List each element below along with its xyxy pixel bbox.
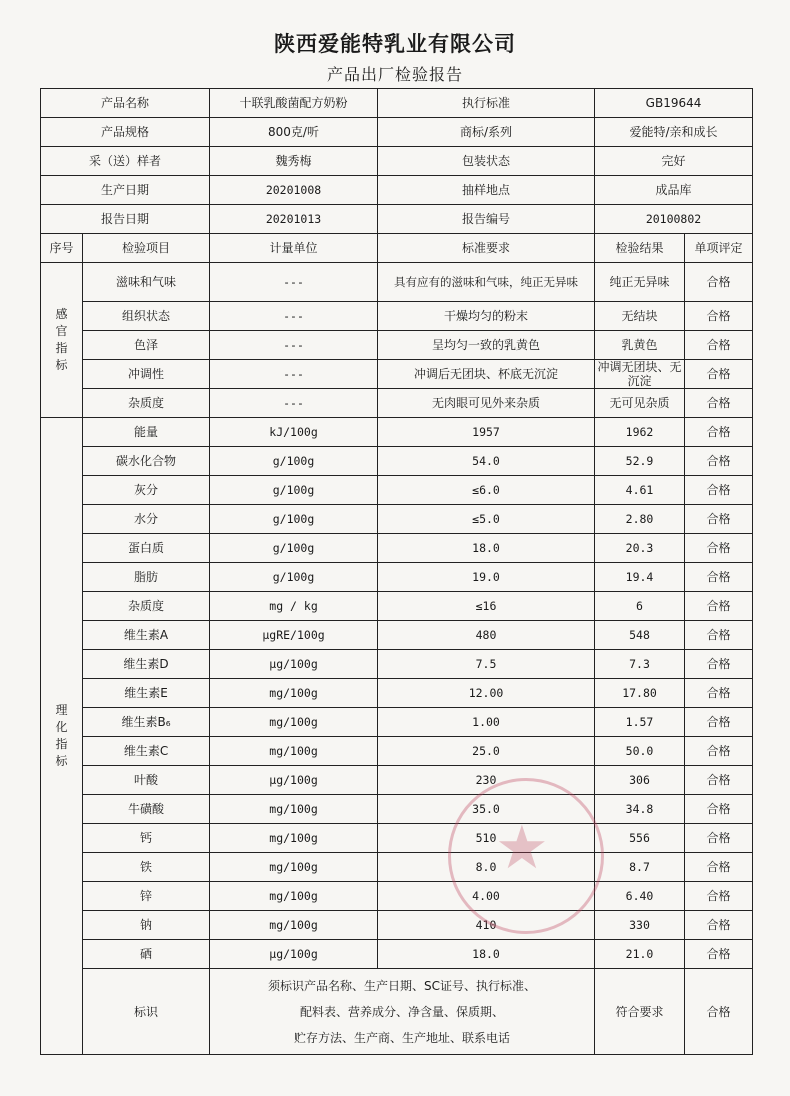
result-cell: 纯正无异味 — [595, 263, 685, 302]
judgement-cell: 合格 — [685, 766, 753, 795]
judgement-cell: 合格 — [685, 476, 753, 505]
result-cell: 21.0 — [595, 940, 685, 969]
unit-cell: μgRE/100g — [210, 621, 378, 650]
item-cell: 维生素E — [83, 679, 210, 708]
info-value: 爱能特/亲和成长 — [595, 118, 753, 147]
unit-cell: kJ/100g — [210, 418, 378, 447]
col-header-req: 标准要求 — [378, 234, 595, 263]
result-cell: 2.80 — [595, 505, 685, 534]
requirement-cell: 35.0 — [378, 795, 595, 824]
result-cell: 52.9 — [595, 447, 685, 476]
physchem-group-label-char: 理 — [55, 703, 68, 717]
result-cell: 冲调无团块、无沉淀 — [595, 360, 685, 389]
info-value: 十联乳酸菌配方奶粉 — [210, 89, 378, 118]
item-cell: 锌 — [83, 882, 210, 911]
physchem-group-label — [41, 418, 83, 1055]
result-cell: 306 — [595, 766, 685, 795]
result-cell: 1.57 — [595, 708, 685, 737]
info-row — [41, 176, 753, 205]
info-label: 抽样地点 — [378, 176, 595, 205]
result-cell: 8.7 — [595, 853, 685, 882]
item-cell: 叶酸 — [83, 766, 210, 795]
requirement-cell: ≤16 — [378, 592, 595, 621]
item-cell: 维生素B₆ — [83, 708, 210, 737]
judgement-cell: 合格 — [685, 563, 753, 592]
item-cell: 铁 — [83, 853, 210, 882]
col-header-no: 序号 — [41, 234, 83, 263]
physchem-row — [41, 650, 753, 679]
judgement-cell: 合格 — [685, 737, 753, 766]
label-requirement-cell — [210, 969, 595, 1055]
item-cell: 钙 — [83, 824, 210, 853]
result-cell: 无结块 — [595, 302, 685, 331]
requirement-cell: 12.00 — [378, 679, 595, 708]
unit-cell: mg/100g — [210, 708, 378, 737]
result-cell: 乳黄色 — [595, 331, 685, 360]
item-cell: 蛋白质 — [83, 534, 210, 563]
result-cell: 符合要求 — [595, 969, 685, 1055]
unit-cell: mg / kg — [210, 592, 378, 621]
item-cell: 色泽 — [83, 331, 210, 360]
info-row — [41, 89, 753, 118]
physchem-row — [41, 592, 753, 621]
judgement-cell: 合格 — [685, 882, 753, 911]
result-cell: 无可见杂质 — [595, 389, 685, 418]
judgement-cell: 合格 — [685, 650, 753, 679]
result-cell: 4.61 — [595, 476, 685, 505]
sensory-group-label-char: 指 — [55, 341, 68, 355]
item-cell: 杂质度 — [83, 389, 210, 418]
item-cell: 脂肪 — [83, 563, 210, 592]
physchem-row — [41, 911, 753, 940]
judgement-cell: 合格 — [685, 621, 753, 650]
judgement-cell: 合格 — [685, 708, 753, 737]
col-header-result: 检验结果 — [595, 234, 685, 263]
sensory-row — [41, 331, 753, 360]
judgement-cell: 合格 — [685, 795, 753, 824]
item-cell: 标识 — [83, 969, 210, 1055]
item-cell: 组织状态 — [83, 302, 210, 331]
requirement-cell: 18.0 — [378, 940, 595, 969]
judgement-cell: 合格 — [685, 447, 753, 476]
requirement-cell: 19.0 — [378, 563, 595, 592]
sensory-row — [41, 389, 753, 418]
sensory-group-label-char: 标 — [55, 358, 68, 372]
item-cell: 维生素A — [83, 621, 210, 650]
physchem-group-label-char: 标 — [55, 754, 68, 768]
physchem-row — [41, 505, 753, 534]
item-cell: 杂质度 — [83, 592, 210, 621]
judgement-cell: 合格 — [685, 360, 753, 389]
physchem-row — [41, 882, 753, 911]
unit-cell: mg/100g — [210, 824, 378, 853]
requirement-cell: 1957 — [378, 418, 595, 447]
unit-cell: mg/100g — [210, 911, 378, 940]
sensory-row — [41, 360, 753, 389]
item-cell: 维生素C — [83, 737, 210, 766]
unit-cell: mg/100g — [210, 882, 378, 911]
judgement-cell: 合格 — [685, 969, 753, 1055]
result-cell: 6 — [595, 592, 685, 621]
result-cell: 17.80 — [595, 679, 685, 708]
sensory-row — [41, 302, 753, 331]
unit-cell: mg/100g — [210, 795, 378, 824]
physchem-row — [41, 737, 753, 766]
result-cell: 548 — [595, 621, 685, 650]
unit-cell: g/100g — [210, 563, 378, 592]
info-label: 生产日期 — [41, 176, 210, 205]
judgement-cell: 合格 — [685, 679, 753, 708]
item-cell: 冲调性 — [83, 360, 210, 389]
judgement-cell: 合格 — [685, 592, 753, 621]
unit-cell: μg/100g — [210, 650, 378, 679]
sensory-group-label — [41, 263, 83, 418]
judgement-cell: 合格 — [685, 389, 753, 418]
item-cell: 滋味和气味 — [83, 263, 210, 302]
requirement-cell: 410 — [378, 911, 595, 940]
label-row — [41, 969, 753, 1055]
result-cell: 556 — [595, 824, 685, 853]
physchem-row — [41, 853, 753, 882]
result-cell: 6.40 — [595, 882, 685, 911]
physchem-row — [41, 563, 753, 592]
column-header-row — [41, 234, 753, 263]
sensory-group-label-char: 官 — [55, 324, 68, 338]
unit-cell: mg/100g — [210, 853, 378, 882]
sensory-group-label-char: 感 — [55, 307, 68, 321]
physchem-row — [41, 766, 753, 795]
info-row — [41, 147, 753, 176]
requirement-cell: 干燥均匀的粉末 — [378, 302, 595, 331]
info-label: 包装状态 — [378, 147, 595, 176]
item-cell: 能量 — [83, 418, 210, 447]
item-cell: 牛磺酸 — [83, 795, 210, 824]
info-label: 采（送）样者 — [41, 147, 210, 176]
requirement-cell: ≤6.0 — [378, 476, 595, 505]
info-value: 20100802 — [595, 205, 753, 234]
judgement-cell: 合格 — [685, 853, 753, 882]
sensory-row — [41, 263, 753, 302]
unit-cell: --- — [210, 360, 378, 389]
info-value: 20201008 — [210, 176, 378, 205]
info-label: 产品名称 — [41, 89, 210, 118]
judgement-cell: 合格 — [685, 940, 753, 969]
unit-cell: g/100g — [210, 505, 378, 534]
info-row — [41, 118, 753, 147]
physchem-row — [41, 447, 753, 476]
requirement-cell: 4.00 — [378, 882, 595, 911]
physchem-row — [41, 534, 753, 563]
unit-cell: g/100g — [210, 476, 378, 505]
result-cell: 34.8 — [595, 795, 685, 824]
requirement-cell: 呈均匀一致的乳黄色 — [378, 331, 595, 360]
judgement-cell: 合格 — [685, 911, 753, 940]
unit-cell: --- — [210, 389, 378, 418]
judgement-cell: 合格 — [685, 263, 753, 302]
info-label: 执行标准 — [378, 89, 595, 118]
label-requirement-line: 须标识产品名称、生产日期、SC证号、执行标准、 — [268, 978, 537, 993]
info-value: 魏秀梅 — [210, 147, 378, 176]
requirement-cell: ≤5.0 — [378, 505, 595, 534]
item-cell: 维生素D — [83, 650, 210, 679]
requirement-cell: 1.00 — [378, 708, 595, 737]
judgement-cell: 合格 — [685, 302, 753, 331]
label-requirement-line: 配料表、营养成分、净含量、保质期、 — [300, 1004, 505, 1019]
company-name: 陕西爱能特乳业有限公司 — [274, 32, 516, 56]
item-cell: 碳水化合物 — [83, 447, 210, 476]
result-cell: 20.3 — [595, 534, 685, 563]
info-value: 20201013 — [210, 205, 378, 234]
physchem-row — [41, 940, 753, 969]
requirement-cell: 54.0 — [378, 447, 595, 476]
unit-cell: --- — [210, 331, 378, 360]
judgement-cell: 合格 — [685, 505, 753, 534]
requirement-cell: 25.0 — [378, 737, 595, 766]
physchem-group-label-char: 指 — [55, 737, 68, 751]
requirement-cell: 7.5 — [378, 650, 595, 679]
judgement-cell: 合格 — [685, 331, 753, 360]
physchem-row — [41, 621, 753, 650]
item-cell: 硒 — [83, 940, 210, 969]
info-label: 报告编号 — [378, 205, 595, 234]
info-value: 800克/听 — [210, 118, 378, 147]
unit-cell: g/100g — [210, 447, 378, 476]
report-title: 产品出厂检验报告 — [326, 65, 463, 84]
info-value: 完好 — [595, 147, 753, 176]
judgement-cell: 合格 — [685, 824, 753, 853]
col-header-item: 检验项目 — [83, 234, 210, 263]
requirement-cell: 具有应有的滋味和气味，纯正无异味 — [378, 263, 595, 302]
info-label: 报告日期 — [41, 205, 210, 234]
requirement-cell: 480 — [378, 621, 595, 650]
requirement-cell: 冲调后无团块、杯底无沉淀 — [378, 360, 595, 389]
col-header-judge: 单项评定 — [685, 234, 753, 263]
unit-cell: mg/100g — [210, 679, 378, 708]
physchem-group-label-char: 化 — [55, 720, 68, 734]
unit-cell: mg/100g — [210, 737, 378, 766]
info-label: 产品规格 — [41, 118, 210, 147]
requirement-cell: 8.0 — [378, 853, 595, 882]
unit-cell: μg/100g — [210, 940, 378, 969]
info-label: 商标/系列 — [378, 118, 595, 147]
unit-cell: --- — [210, 263, 378, 302]
inspection-table — [40, 88, 753, 1055]
requirement-cell: 230 — [378, 766, 595, 795]
physchem-row — [41, 679, 753, 708]
item-cell: 水分 — [83, 505, 210, 534]
col-header-unit: 计量单位 — [210, 234, 378, 263]
unit-cell: g/100g — [210, 534, 378, 563]
info-value: GB19644 — [595, 89, 753, 118]
judgement-cell: 合格 — [685, 418, 753, 447]
info-value: 成品库 — [595, 176, 753, 205]
result-cell: 50.0 — [595, 737, 685, 766]
result-cell: 7.3 — [595, 650, 685, 679]
requirement-cell: 无肉眼可见外来杂质 — [378, 389, 595, 418]
physchem-row — [41, 824, 753, 853]
physchem-row — [41, 418, 753, 447]
physchem-row — [41, 476, 753, 505]
info-row — [41, 205, 753, 234]
physchem-row — [41, 795, 753, 824]
label-requirement-line: 贮存方法、生产商、生产地址、联系电话 — [294, 1030, 511, 1045]
item-cell: 灰分 — [83, 476, 210, 505]
result-cell: 1962 — [595, 418, 685, 447]
unit-cell: --- — [210, 302, 378, 331]
judgement-cell: 合格 — [685, 534, 753, 563]
result-cell: 330 — [595, 911, 685, 940]
result-cell: 19.4 — [595, 563, 685, 592]
item-cell: 钠 — [83, 911, 210, 940]
requirement-cell: 18.0 — [378, 534, 595, 563]
physchem-row — [41, 708, 753, 737]
requirement-cell: 510 — [378, 824, 595, 853]
unit-cell: μg/100g — [210, 766, 378, 795]
